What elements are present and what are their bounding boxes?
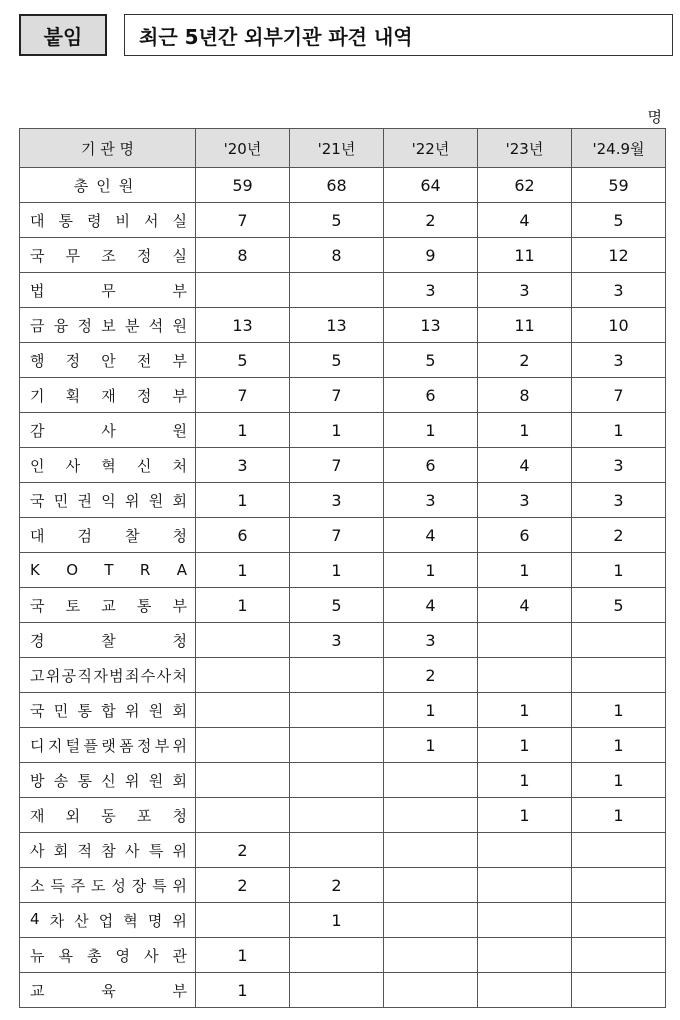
agency-name-text: 금 융 정 보 분 석 원 <box>30 316 187 335</box>
count-cell: 6 <box>478 518 572 553</box>
table-row <box>20 203 666 238</box>
total-value: 59 <box>196 168 290 203</box>
count-cell <box>196 728 290 763</box>
count-cell: 13 <box>290 308 384 343</box>
count-cell: 1 <box>196 553 290 588</box>
count-cell <box>290 763 384 798</box>
count-cell: 7 <box>290 378 384 413</box>
count-cell: 7 <box>196 203 290 238</box>
count-cell <box>384 798 478 833</box>
count-cell: 3 <box>478 483 572 518</box>
count-cell <box>196 763 290 798</box>
agency-name <box>20 588 196 623</box>
agency-name-text: 사 회 적 참 사 특 위 <box>30 841 187 860</box>
column-header-2022: '22년 <box>384 129 478 168</box>
count-cell: 1 <box>196 483 290 518</box>
count-cell: 1 <box>290 903 384 938</box>
table-row <box>20 273 666 308</box>
table-row <box>20 693 666 728</box>
agency-name-text: 국 토 교 통 부 <box>30 596 187 615</box>
agency-name <box>20 798 196 833</box>
count-cell: 2 <box>196 833 290 868</box>
count-cell <box>290 973 384 1008</box>
agency-name <box>20 938 196 973</box>
agency-name-text: 국 무 조 정 실 <box>30 246 187 265</box>
count-cell <box>196 903 290 938</box>
agency-name-text: 4 차 산 업 혁 명 위 <box>30 909 187 930</box>
column-header-2021: '21년 <box>290 129 384 168</box>
agency-name-text: 행 정 안 전 부 <box>30 351 187 370</box>
column-header-agency: 기 관 명 <box>20 129 196 168</box>
table-row <box>20 518 666 553</box>
count-cell <box>290 798 384 833</box>
count-cell <box>290 273 384 308</box>
unit-label: 명 <box>647 108 662 126</box>
count-cell: 1 <box>572 728 666 763</box>
count-cell: 5 <box>384 343 478 378</box>
count-cell: 5 <box>290 343 384 378</box>
count-cell <box>384 938 478 973</box>
count-cell <box>478 868 572 903</box>
agency-name-text: 재 외 동 포 청 <box>30 806 187 825</box>
count-cell: 1 <box>384 693 478 728</box>
agency-name <box>20 833 196 868</box>
count-cell: 2 <box>384 658 478 693</box>
count-cell: 1 <box>290 553 384 588</box>
table-row <box>20 798 666 833</box>
count-cell: 1 <box>478 413 572 448</box>
table-row <box>20 483 666 518</box>
count-cell <box>290 728 384 763</box>
count-cell: 9 <box>384 238 478 273</box>
agency-name <box>20 203 196 238</box>
agency-name <box>20 343 196 378</box>
count-cell <box>384 973 478 1008</box>
count-cell: 6 <box>384 378 478 413</box>
count-cell <box>572 903 666 938</box>
agency-name-text: 디 지 털 플 랫 폼 정 부 위 <box>30 736 187 755</box>
count-cell: 7 <box>196 378 290 413</box>
agency-name <box>20 483 196 518</box>
column-header-2023: '23년 <box>478 129 572 168</box>
agency-name <box>20 238 196 273</box>
table-row <box>20 658 666 693</box>
agency-name-text: 방 송 통 신 위 원 회 <box>30 771 187 790</box>
count-cell: 5 <box>290 203 384 238</box>
count-cell: 13 <box>196 308 290 343</box>
column-header-2024: '24.9월 <box>572 129 666 168</box>
agency-name-text: 대 검 찰 청 <box>30 526 187 545</box>
count-cell: 2 <box>196 868 290 903</box>
table-row <box>20 413 666 448</box>
count-cell <box>196 658 290 693</box>
attachment-badge: 붙임 <box>19 14 107 56</box>
count-cell: 5 <box>196 343 290 378</box>
table-header-row <box>20 129 666 168</box>
count-cell: 1 <box>572 413 666 448</box>
count-cell <box>572 973 666 1008</box>
agency-name <box>20 553 196 588</box>
count-cell: 3 <box>290 483 384 518</box>
count-cell: 5 <box>290 588 384 623</box>
count-cell: 13 <box>384 308 478 343</box>
count-cell: 1 <box>196 413 290 448</box>
agency-name <box>20 518 196 553</box>
count-cell: 10 <box>572 308 666 343</box>
total-value: 62 <box>478 168 572 203</box>
count-cell <box>384 868 478 903</box>
agency-name-text: 뉴 욕 총 영 사 관 <box>30 946 187 965</box>
page-title: 최근 5년간 외부기관 파견 내역 <box>124 14 673 56</box>
agency-name-text: 기 획 재 정 부 <box>30 386 187 405</box>
agency-name-text: 대 통 령 비 서 실 <box>30 211 187 230</box>
count-cell: 1 <box>572 798 666 833</box>
count-cell <box>384 833 478 868</box>
table-row <box>20 868 666 903</box>
agency-name-text: 인 사 혁 신 처 <box>30 456 187 475</box>
count-cell: 1 <box>384 728 478 763</box>
count-cell <box>384 763 478 798</box>
count-cell: 8 <box>478 378 572 413</box>
count-cell <box>290 833 384 868</box>
count-cell: 2 <box>478 343 572 378</box>
agency-name <box>20 378 196 413</box>
count-cell: 4 <box>478 448 572 483</box>
count-cell <box>478 973 572 1008</box>
table-row-total <box>20 168 666 203</box>
count-cell: 1 <box>572 763 666 798</box>
count-cell: 3 <box>572 343 666 378</box>
count-cell: 2 <box>572 518 666 553</box>
count-cell: 7 <box>290 518 384 553</box>
agency-name-text: 국 민 권 익 위 원 회 <box>30 491 187 510</box>
agency-name <box>20 413 196 448</box>
count-cell <box>478 623 572 658</box>
count-cell: 8 <box>196 238 290 273</box>
agency-name <box>20 623 196 658</box>
count-cell: 3 <box>572 448 666 483</box>
agency-name-text: 소 득 주 도 성 장 특 위 <box>30 876 187 895</box>
count-cell <box>478 903 572 938</box>
agency-name-text: 경 찰 청 <box>30 631 187 650</box>
count-cell: 7 <box>290 448 384 483</box>
table-row <box>20 553 666 588</box>
count-cell: 3 <box>290 623 384 658</box>
count-cell <box>196 798 290 833</box>
count-cell: 5 <box>572 588 666 623</box>
count-cell: 3 <box>384 273 478 308</box>
agency-name-text: 고 위 공 직 자 범 죄 수 사 처 <box>30 666 187 685</box>
count-cell: 4 <box>478 588 572 623</box>
table-row <box>20 448 666 483</box>
column-header-2020: '20년 <box>196 129 290 168</box>
count-cell <box>478 833 572 868</box>
table-row <box>20 763 666 798</box>
count-cell <box>478 658 572 693</box>
count-cell: 11 <box>478 238 572 273</box>
count-cell <box>572 833 666 868</box>
count-cell: 1 <box>478 798 572 833</box>
count-cell: 1 <box>384 413 478 448</box>
table-row <box>20 623 666 658</box>
count-cell: 3 <box>384 483 478 518</box>
count-cell: 1 <box>196 973 290 1008</box>
total-label-text: 총인원 <box>73 176 142 195</box>
agency-name-text: 교 육 부 <box>30 981 187 1000</box>
count-cell <box>572 658 666 693</box>
count-cell <box>196 273 290 308</box>
count-cell: 4 <box>384 518 478 553</box>
count-cell: 6 <box>384 448 478 483</box>
agency-name <box>20 448 196 483</box>
count-cell: 3 <box>478 273 572 308</box>
count-cell <box>384 903 478 938</box>
table-row <box>20 308 666 343</box>
agency-name-text: K O T R A <box>30 561 187 579</box>
count-cell: 1 <box>478 553 572 588</box>
count-cell: 2 <box>290 868 384 903</box>
total-label <box>20 168 196 203</box>
count-cell: 1 <box>196 938 290 973</box>
count-cell: 1 <box>478 763 572 798</box>
count-cell: 8 <box>290 238 384 273</box>
table-row <box>20 903 666 938</box>
dispatch-table <box>19 128 666 1008</box>
count-cell: 1 <box>478 693 572 728</box>
count-cell: 3 <box>196 448 290 483</box>
total-value: 64 <box>384 168 478 203</box>
agency-name <box>20 273 196 308</box>
count-cell: 4 <box>478 203 572 238</box>
agency-name-text: 감 사 원 <box>30 421 187 440</box>
agency-name <box>20 308 196 343</box>
total-value: 59 <box>572 168 666 203</box>
total-value: 68 <box>290 168 384 203</box>
count-cell <box>572 938 666 973</box>
count-cell: 1 <box>384 553 478 588</box>
count-cell <box>196 693 290 728</box>
agency-name-text: 국 민 통 합 위 원 회 <box>30 701 187 720</box>
table-row <box>20 938 666 973</box>
table-row <box>20 238 666 273</box>
count-cell: 1 <box>572 693 666 728</box>
count-cell: 7 <box>572 378 666 413</box>
table-row <box>20 973 666 1008</box>
count-cell: 3 <box>384 623 478 658</box>
agency-name <box>20 658 196 693</box>
count-cell: 4 <box>384 588 478 623</box>
count-cell <box>290 658 384 693</box>
count-cell <box>290 693 384 728</box>
agency-name <box>20 728 196 763</box>
agency-name <box>20 868 196 903</box>
agency-name <box>20 973 196 1008</box>
agency-name <box>20 903 196 938</box>
count-cell: 1 <box>196 588 290 623</box>
count-cell: 1 <box>478 728 572 763</box>
count-cell: 3 <box>572 273 666 308</box>
count-cell <box>572 868 666 903</box>
count-cell: 12 <box>572 238 666 273</box>
table-row <box>20 343 666 378</box>
agency-name <box>20 693 196 728</box>
count-cell: 6 <box>196 518 290 553</box>
agency-name <box>20 763 196 798</box>
count-cell: 1 <box>290 413 384 448</box>
count-cell: 11 <box>478 308 572 343</box>
table-row <box>20 833 666 868</box>
count-cell <box>290 938 384 973</box>
count-cell: 5 <box>572 203 666 238</box>
agency-name-text: 법 무 부 <box>30 281 187 300</box>
count-cell: 3 <box>572 483 666 518</box>
table-row <box>20 728 666 763</box>
count-cell <box>478 938 572 973</box>
count-cell <box>572 623 666 658</box>
count-cell: 2 <box>384 203 478 238</box>
table-row <box>20 588 666 623</box>
count-cell <box>196 623 290 658</box>
table-row <box>20 378 666 413</box>
count-cell: 1 <box>572 553 666 588</box>
